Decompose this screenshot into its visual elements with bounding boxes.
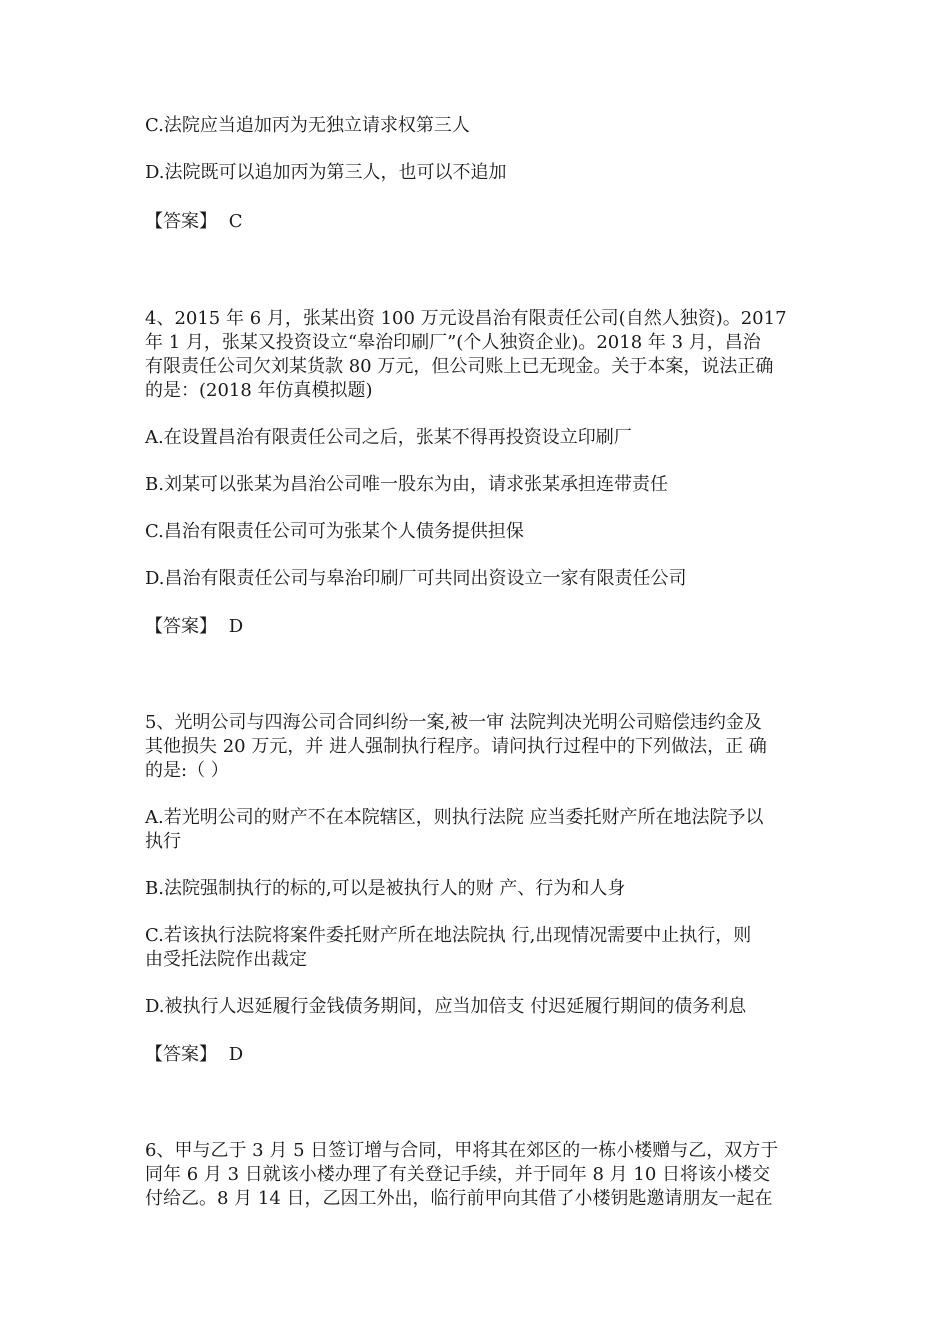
- q5-stem-line: 的是:（ ）: [145, 760, 229, 781]
- answer-value: D: [228, 616, 244, 637]
- q5-stem-line: 5、光明公司与四海公司合同纠纷一案,被一审 法院判决光明公司赔偿违约金及: [145, 712, 762, 733]
- q4-stem-line: 有限责任公司欠刘某货款 80 万元，但公司账上已无现金。关于本案，说法正确: [145, 356, 774, 377]
- q4-option-d: D.昌治有限责任公司与皋治印刷厂可共同出资设立一家有限责任公司: [145, 568, 687, 589]
- answer-value: D: [228, 1044, 244, 1065]
- q4-answer: [145, 614, 243, 640]
- q5-option-d: D.被执行人迟延履行金钱债务期间，应当加倍支 付迟延履行期间的债务利息: [145, 996, 747, 1017]
- q4-option-a: A.在设置昌治有限责任公司之后，张某不得再投资设立印刷厂: [145, 427, 632, 448]
- q6-stem-line: 同年 6 月 3 日就该小楼办理了有关登记手续，并于同年 8 月 10 日将该小楼交: [145, 1164, 771, 1185]
- q5-option-a-line: A.若光明公司的财产不在本院辖区，则执行法院 应当委托财产所在地法院予以: [145, 807, 764, 828]
- q4-stem-line: 的是：(2018 年仿真模拟题): [145, 380, 373, 401]
- answer-value: C: [228, 211, 243, 232]
- q5-answer: [145, 1042, 243, 1068]
- q5-option-a-line: 执行: [145, 831, 181, 852]
- q5-option-c-line: C.若该执行法院将案件委托财产所在地法院执 行,出现情况需要中止执行，则: [145, 925, 752, 946]
- answer-label: 【答案】: [145, 1044, 217, 1065]
- answer-label: 【答案】: [145, 616, 217, 637]
- q4-stem-line: 年 1 月，张某又投资设立“皋治印刷厂”(个人独资企业)。2018 年 3 月，昌治: [145, 332, 761, 353]
- q6-stem-line: 6、甲与乙于 3 月 5 日签订增与合同，甲将其在郊区的一栋小楼赠与乙，双方于: [145, 1140, 779, 1161]
- q4-stem-line: 4、2015 年 6 月，张某出资 100 万元设昌治有限责任公司(自然人独资)。2017: [145, 308, 787, 329]
- q6-stem-line: 付给乙。8 月 14 日，乙因工外出，临行前甲向其借了小楼钥匙邀请朋友一起在: [145, 1188, 773, 1209]
- q5-option-c-line: 由受托法院作出裁定: [145, 949, 307, 970]
- q5-stem-line: 其他损失 20 万元，并 进人强制执行程序。请问执行过程中的下列做法，正 确: [145, 736, 767, 757]
- q5-option-b: B.法院强制执行的标的,可以是被执行人的财 产、行为和人身: [145, 878, 626, 899]
- q4-option-b: B.刘某可以张某为昌治公司唯一股东为由，请求张某承担连带责任: [145, 474, 668, 495]
- q4-option-c: C.昌治有限责任公司可为张某个人债务提供担保: [145, 521, 524, 542]
- q3-option-d: D.法院既可以追加丙为第三人，也可以不追加: [145, 162, 507, 183]
- q3-option-c: C.法院应当追加丙为无独立请求权第三人: [145, 115, 470, 136]
- answer-label: 【答案】: [145, 211, 217, 232]
- q3-answer: [145, 209, 243, 235]
